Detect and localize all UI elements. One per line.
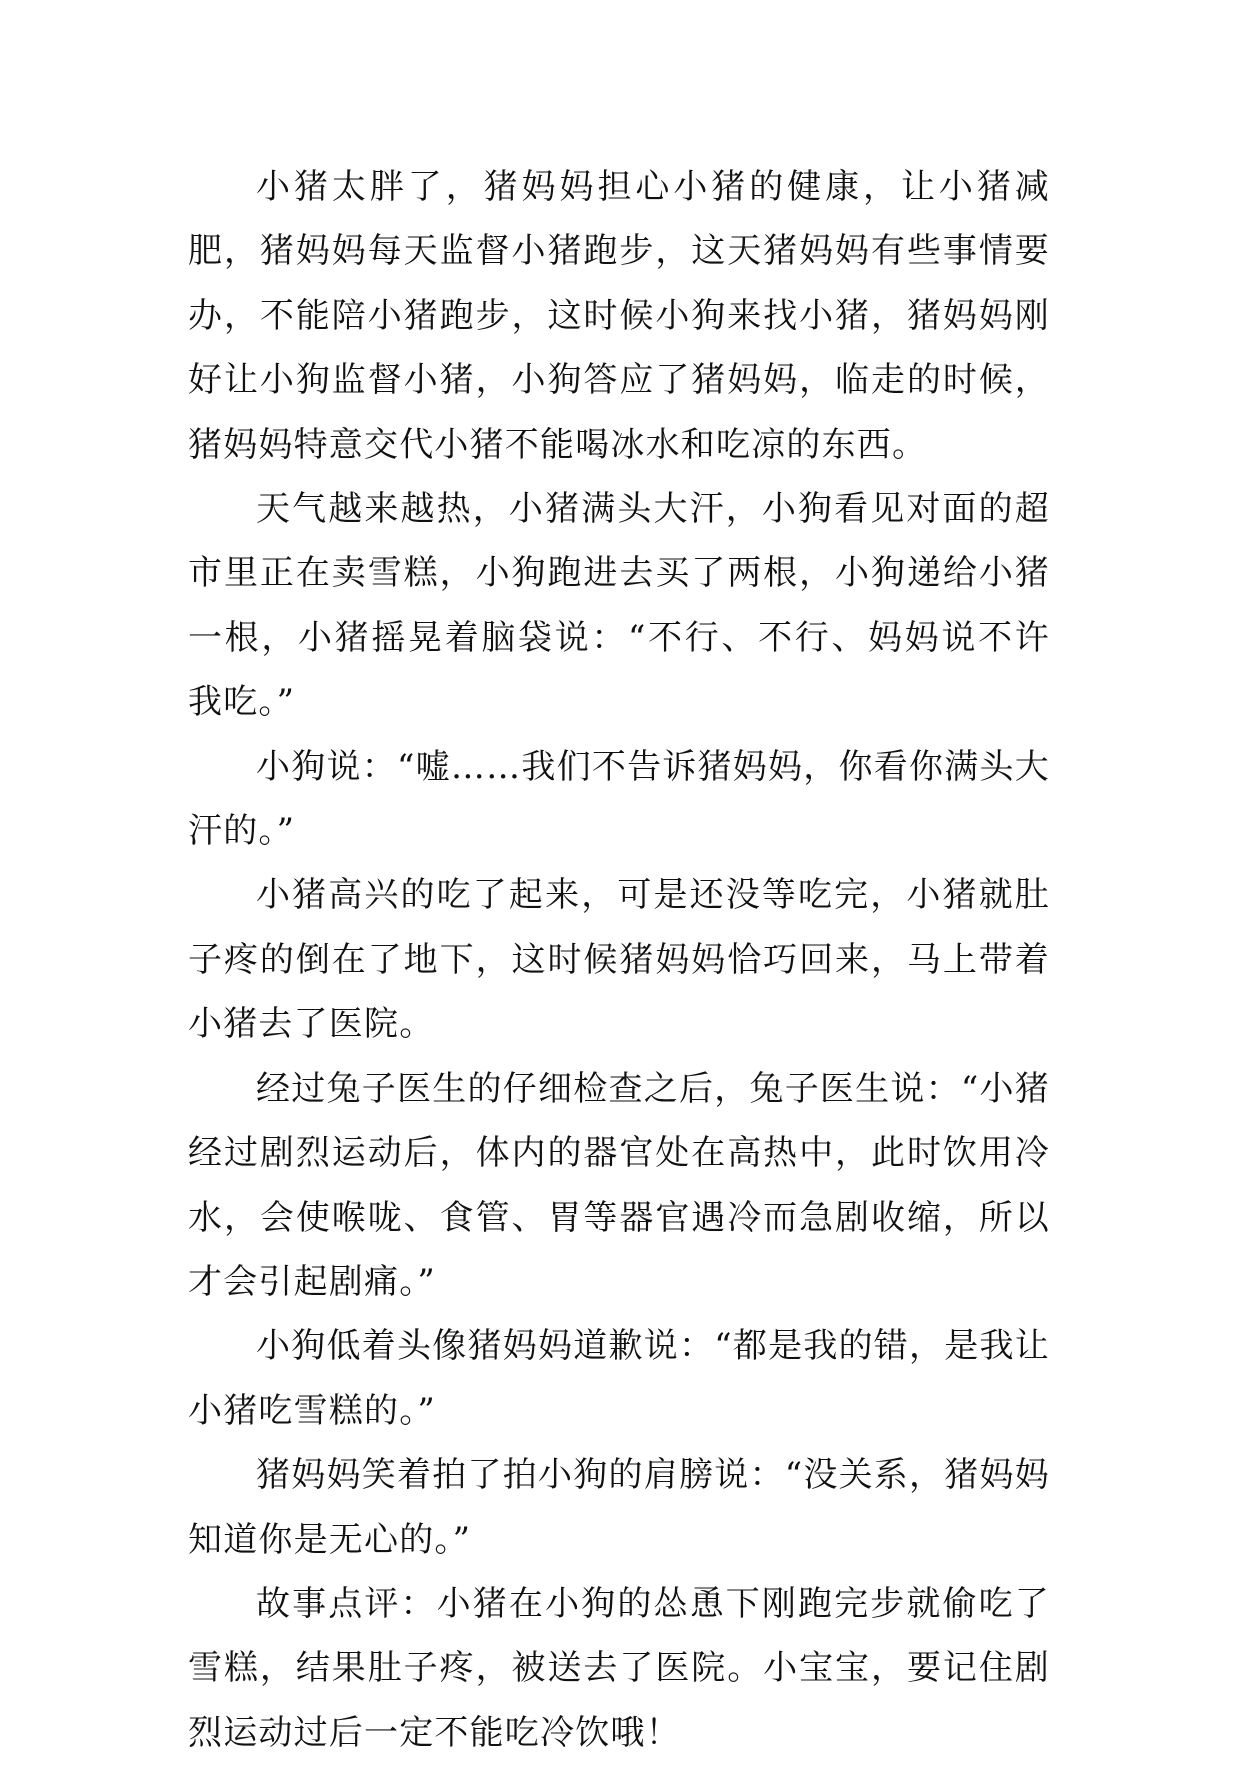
story-body [188,155,1050,1765]
paragraph-4: 小猪高兴的吃了起来，可是还没等吃完，小猪就肚子疼的倒在了地下，这时候猪妈妈恰巧回来，马上带着小猪去了医院。 [188,875,1050,1045]
paragraph-6: 小狗低着头像猪妈妈道歉说：“都是我的错，是我让小猪吃雪糕的。” [188,1326,1050,1431]
paragraph-3: 小狗说：“嘘……我们不告诉猪妈妈，你看你满头大汗的。” [188,746,1050,852]
paragraph-7: 猪妈妈笑着拍了拍小狗的肩膀说：“没关系，猪妈妈知道你是无心的。” [188,1455,1050,1560]
paragraph-5: 经过兔子医生的仔细检查之后，兔子医生说：“小猪经过剧烈运动后，体内的器官处在高热中，此时饮用冷水，会使喉咙、食管、胃等器官遇冷而急剧收缩，所以才会引起剧痛。” [188,1068,1050,1302]
paragraph-2: 天气越来越热，小猪满头大汗，小狗看见对面的超市里正在卖雪糕，小狗跑进去买了两根，小狗递给小猪一根，小猪摇晃着脑袋说：“不行、不行、妈妈说不许我吃。” [188,489,1050,723]
story-comment-paragraph: 故事点评：小猪在小狗的怂恿下刚跑完步就偷吃了雪糕，结果肚子疼，被送去了医院。小宝宝，要记住剧烈运动过后一定不能吃冷饮哦！ [188,1583,1050,1753]
paragraph-1: 小猪太胖了，猪妈妈担心小猪的健康，让小猪减肥，猪妈妈每天监督小猪跑步，这天猪妈妈有些事情要办，不能陪小猪跑步，这时候小狗来找小猪，猪妈妈刚好让小狗监督小猪，小狗答应了猪妈妈，临走的时候，猪妈妈特意交代小猪不能喝冰水和吃凉的东西。 [188,167,1050,465]
